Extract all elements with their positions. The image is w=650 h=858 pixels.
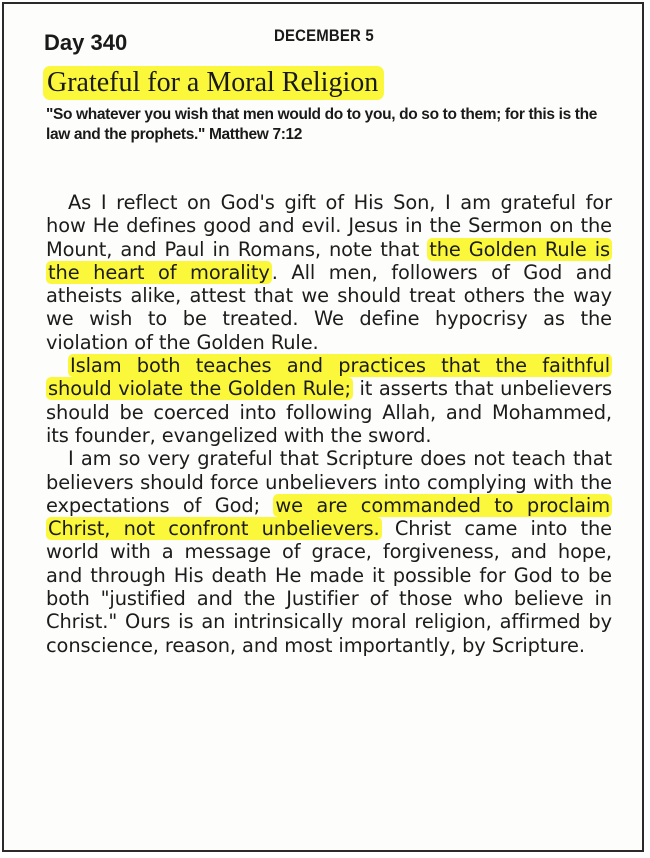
highlight-islam: Islam both teaches and practices that the faithful should violate the Golden Rule; <box>48 354 610 401</box>
highlight-golden-rule: the Golden Rule is the heart of morality <box>48 237 610 284</box>
paragraph-2-text-b: it asserts that unbelievers should be coerced into following Allah, and Mohammed, its founder, evangelized with the sword. <box>46 377 612 447</box>
verse-text: "So whatever you wish that men would do to you, do so to them; for this is the law and the prophets." <box>46 106 597 143</box>
verse-reference: Matthew 7:12 <box>208 126 303 143</box>
paragraph-1-text-b: . All men, followers of God and atheists alike, attest that we should treat others the way we wish to be treated. We define hypocrisy as the violation of the Golden Rule. <box>46 260 612 354</box>
highlight-proclaim-christ: we are commanded to proclaim Christ, not confront unbelievers. <box>48 493 610 541</box>
scripture-verse <box>46 105 621 145</box>
paragraph-3-text-a: I am so very grateful that Scripture does not teach that believers should force unbelievers into complying with the expectations of God; <box>46 447 612 517</box>
date-label: DECEMBER 5 <box>274 26 374 45</box>
day-label: Day 340 <box>44 30 128 55</box>
paragraph-1-text-a: As I reflect on God's gift of His Son, I am grateful for how He defines good and evil. Jesus in the Sermon on the Mount, and Paul in Romans, note that <box>46 191 612 261</box>
page-frame <box>2 2 644 852</box>
paragraph-2 <box>46 354 612 447</box>
paragraph-3-text-b: Christ came into the world with a message of grace, forgiveness, and hope, and through His death He made it possible for God to be both "justified and the Justifier of those who believe in Christ." Ours is an intrinsically moral religion, affirmed by conscience, reason, and most importantly, by Scripture. <box>46 517 612 657</box>
devotional-body <box>46 191 612 657</box>
paragraph-3 <box>46 447 612 657</box>
page-header <box>44 26 614 56</box>
paragraph-1 <box>46 191 612 354</box>
devotional-title: Grateful for a Moral Religion <box>43 66 384 100</box>
